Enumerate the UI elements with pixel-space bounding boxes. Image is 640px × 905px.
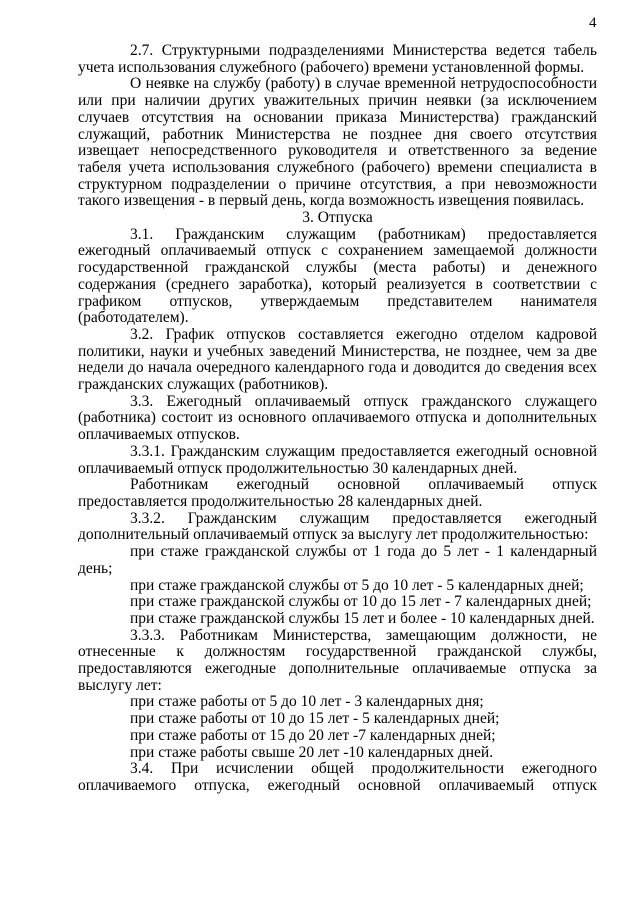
list-item: при стаже гражданской службы от 10 до 15 лет - 7 календарных дней; xyxy=(130,593,592,611)
paragraph-3-4: 3.4. При исчислении общей продолжительности ежегодного оплачиваемого отпуска, ежегодный основной оплачиваемый отпуск xyxy=(78,760,597,794)
list-item: при стаже гражданской службы от 5 до 10 лет - 5 календарных дней; xyxy=(130,576,584,594)
paragraph-absence-notice: О неявке на службу (работу) в случае временной нетрудоспособности или при наличии других уважительных причин неявки (за исключением случаев отсутствия на основании приказа Министерства) гражданский служащий, работник Министерства не позднее дня своего отсутствия извещает непосредственного руководителя и ответственного за ведение табеля учета использования служебного (рабочего) времени специалиста в структурном подразделении о причине отсутствия, а при невозможности такого извещения - в первый день, когда возможность извещения появилась. xyxy=(78,75,597,210)
list-item: при стаже гражданской службы 15 лет и более - 10 календарных дней. xyxy=(130,609,595,627)
paragraph-3-3-1: 3.3.1. Гражданским служащим предоставляется ежегодный основной оплачиваемый отпуск продолжительностью 30 календарных дней. xyxy=(78,442,597,477)
paragraph-3-3: 3.3. Ежегодный оплачиваемый отпуск гражданского служащего (работника) состоит из основного оплачиваемого отпуска и дополнительных оплачиваемых отпусков. xyxy=(78,392,597,444)
paragraph-3-2: 3.2. График отпусков составляется ежегодно отделом кадровой политики, науки и учебных заведений Министерства, не позднее, чем за две недели до начала очередного календарного года и доводится до сведения всех гражданских служащих (работников). xyxy=(78,325,597,394)
list-item: при стаже гражданской службы от 1 года до 5 лет - 1 календарный день; xyxy=(78,543,597,577)
list-item: при стаже работы свыше 20 лет -10 календарных дней. xyxy=(130,743,494,761)
paragraph-2-7: 2.7. Структурными подразделениями Министерства ведется табель учета использования служебного (рабочего) времени установленной формы. xyxy=(78,42,597,76)
paragraph-3-1: 3.1. Гражданским служащим (работникам) предоставляется ежегодный оплачиваемый отпуск с сохранением замещаемой должности государственной гражданской службы (места работы) и денежного содержания (среднего заработка), который реализуется в соответствии с графиком отпусков, утверждаемым представителем нанимателя (работодателем). xyxy=(78,225,597,327)
document-body xyxy=(78,43,597,795)
section-heading: 3. Отпуска xyxy=(302,209,373,227)
paragraph-3-3-2: 3.3.2. Гражданским служащим предоставляется ежегодный дополнительный оплачиваемый отпуск за выслугу лет продолжительностью: xyxy=(78,509,597,544)
list-item: при стаже работы от 5 до 10 лет - 3 календарных дня; xyxy=(130,693,484,711)
list-item: при стаже работы от 15 до 20 лет -7 календарных дней; xyxy=(130,726,496,744)
paragraph-workers-line-1: Работникам ежегодный основной оплачиваемый отпуск xyxy=(130,476,597,494)
paragraph-3-3-3: 3.3.3. Работникам Министерства, замещающим должности, не отнесенные к должностям государственной гражданской службы, предоставляются ежегодные дополнительные оплачиваемые отпуска за выслугу лет: xyxy=(78,626,597,694)
list-item: при стаже работы от 10 до 15 лет - 5 календарных дней; xyxy=(130,710,500,728)
paragraph-workers-line-2: предоставляется продолжительностью 28 календарных дней. xyxy=(78,492,483,510)
page-number: 4 xyxy=(589,15,597,31)
